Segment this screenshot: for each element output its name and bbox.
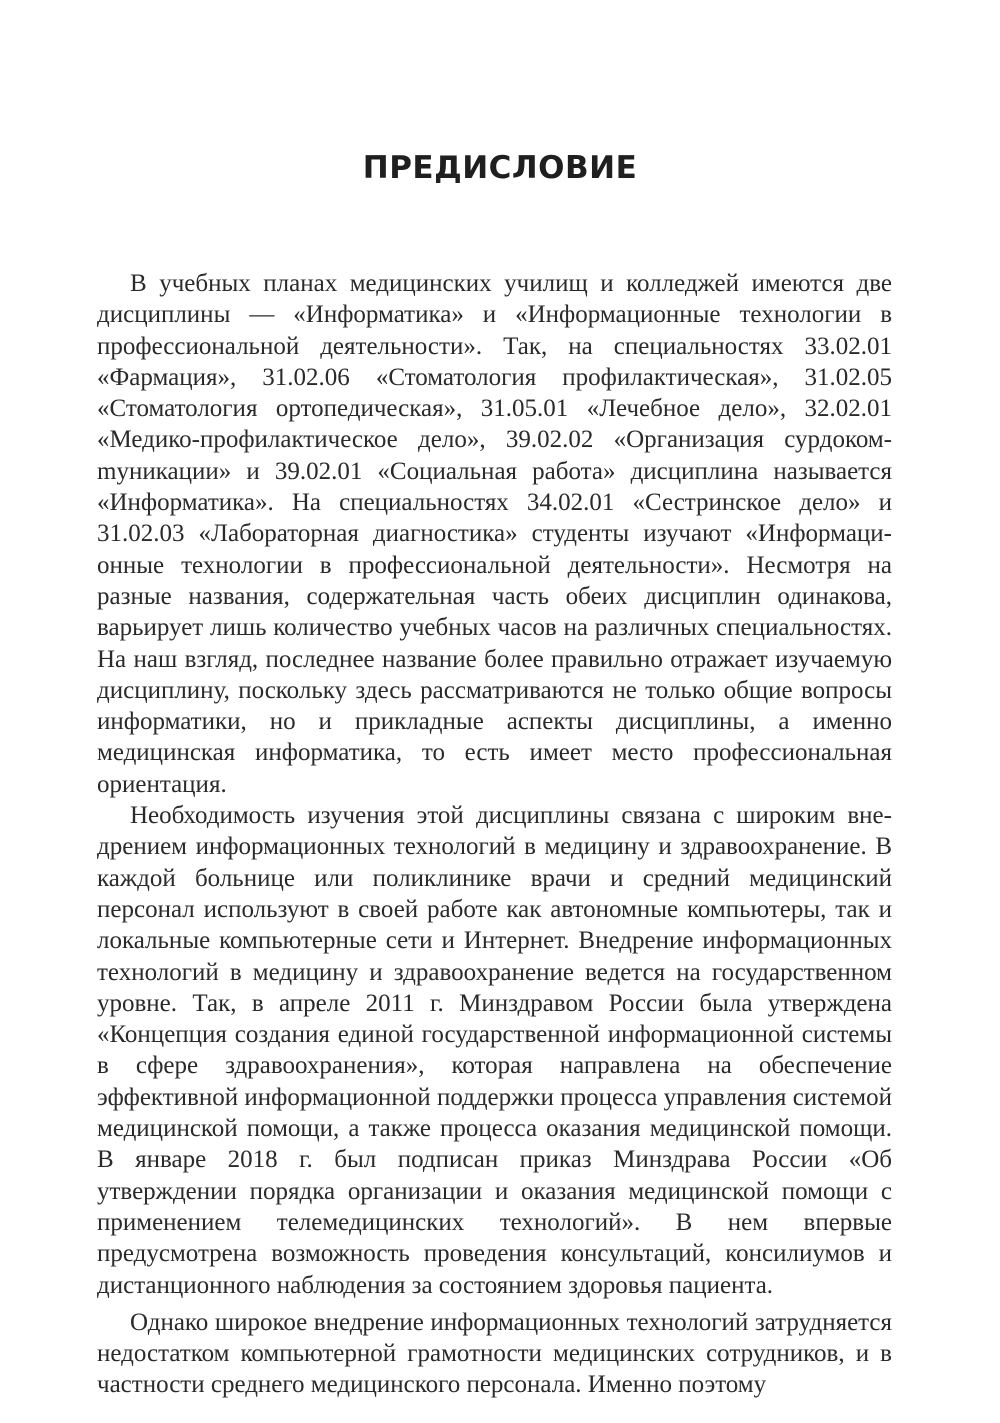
paragraph-1: В учебных планах медицинских училищ и колледжей имеются две дисциплины — «Информатика» и «Информационные технологии в профессиональной деятельности». Так, на специальностях 33.02.01 «Фармация», 31.02.06 «Стоматология профилактическая», 31.02.05 «Стоматология ортопедическая», 31.05.01 «Лечебное дело», 32.02.01 «Медико-профилактическое дело», 39.02.02 «Организация сурдокомmуникации» и 39.02.01 «Социальная работа» дисциплина называется «Информатика». На специальностях 34.02.01 «Сестринское дело» и 31.02.03 «Лабораторная диагностика» студенты изучают «Информационные технологии в профессиональной деятельности». Несмотря на разные названия, содержательная часть обеих дисциплин одинакова, варьирует лишь количество учебных часов на различных специальностях. На наш взгляд, последнее название более правильно отражает изучаемую дисциплину, поскольку здесь рассматриваются не только общие вопросы информатики, но и прикладные аспекты дисциплины, а именно медицинская информатика, то есть имеет место профессиональная ориентация.	[97, 270, 892, 798]
preface-body	[97, 268, 892, 1401]
paragraph-2: Необходимость изучения этой дисциплины связана с широким внедрением информационных технологий в медицину и здравоохранение. В каждой больнице или поликлинике врачи и средний медицинский персонал используют в своей работе как автономные компьютеры, так и локальные компьютерные сети и Интернет. Внедрение информационных технологий в медицину и здравоохранение ведется на государственном уровне. Так, в апреле 2011 г. Минздравом России была утверждена «Концепция создания единой государственной информационной системы в сфере здравоохранения», которая направлена на обеспечение эффективной информационной поддержки процесса управления системой медицинской помощи, а также процесса оказания медицинской помощи. В январе 2018 г. был подписан приказ Минздрава России «Об утверждении порядка организации и оказания медицинской помощи с применением телемедицинских технологий». В нем впервые предусмотрена возможность проведения консультаций, консилиумов и дистанционного наблюдения за состоянием здоровья пациента.	[97, 802, 892, 1299]
paragraph-3: Однако широкое внедрение информационных технологий затрудняется недостатком компьютерной грамотности медицинских сотрудников, и в частности среднего медицинского персонала. Именно поэтому	[97, 1308, 892, 1399]
page-title: ПРЕДИСЛОВИЕ	[362, 150, 638, 186]
